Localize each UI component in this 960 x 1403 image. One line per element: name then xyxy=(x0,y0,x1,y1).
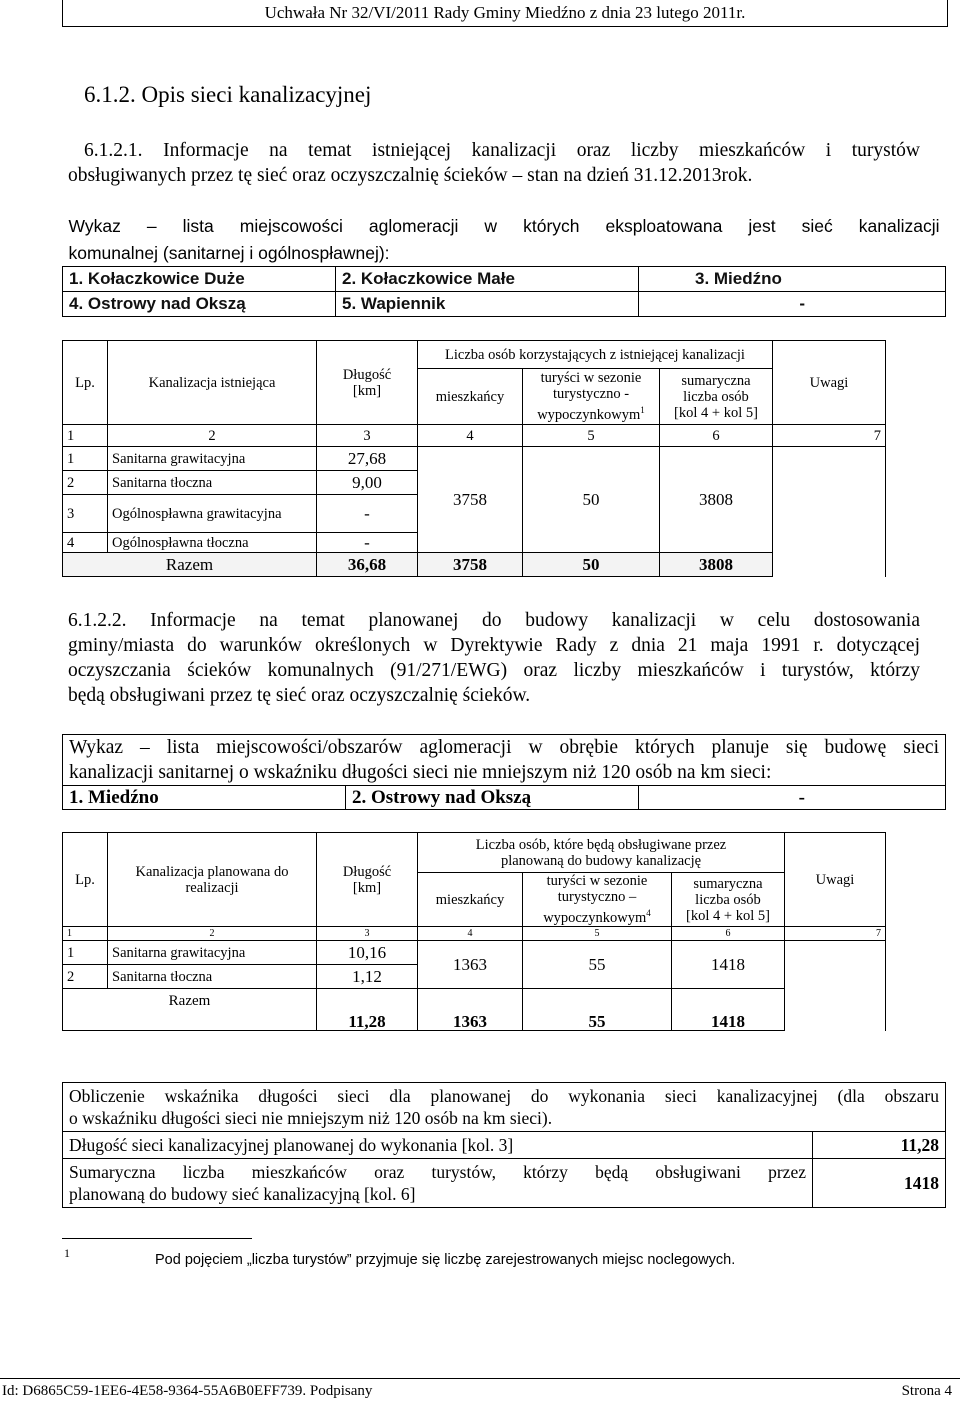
section-6122-line2: gminy/miasta do warunków określonych w Dyrektywie Rady z dnia 21 maja 1991 r. dotyczącej xyxy=(68,635,920,656)
t2-r2-lp: 2 xyxy=(63,965,108,989)
t1-group-sum: 3808 xyxy=(660,447,773,553)
list1-intro-line1: Wykaz – lista miejscowości aglomeracji w których eksploatowana jest sieć kanalizacji xyxy=(68,216,940,236)
t2-r2-name: Sanitarna tłoczna xyxy=(108,965,317,989)
t2-h-lp: Lp. xyxy=(63,833,108,927)
t2-num-5: 5 xyxy=(523,927,672,941)
t1-num-3: 3 xyxy=(317,425,418,447)
t1-r3-name: Ogólnospławna grawitacyjna xyxy=(108,495,317,533)
list2-intro xyxy=(63,735,946,786)
t2-total-sum: 1418 xyxy=(672,989,785,1031)
t2-num-3: 3 xyxy=(317,927,418,941)
t1-total-label: Razem xyxy=(63,553,317,577)
t2-h-uwagi: Uwagi xyxy=(785,833,886,927)
table-row xyxy=(63,941,886,965)
t1-r3-len: - xyxy=(317,495,418,533)
t1-r2-len: 9,00 xyxy=(317,471,418,495)
calc-length-value: 11,28 xyxy=(813,1132,946,1159)
t2-h-sum: sumaryczna liczba osób [kol 4 + kol 5] xyxy=(672,873,785,927)
t2-group-tur: 55 xyxy=(523,941,672,989)
list1-intro xyxy=(63,212,946,267)
t1-h-dl: Długość [km] xyxy=(317,341,418,425)
t1-num-2: 2 xyxy=(108,425,317,447)
t1-num-7: 7 xyxy=(773,425,886,447)
section-6121-text xyxy=(68,138,920,188)
footer-page-number: Strona 4 xyxy=(901,1383,952,1399)
t1-h-uwagi: Uwagi xyxy=(773,341,886,425)
planned-sewer-table xyxy=(62,832,886,1031)
calc-length-label: Długość sieci kanalizacyjnej planowanej do wykonania [kol. 3] xyxy=(63,1132,813,1159)
t1-r2-name: Sanitarna tłoczna xyxy=(108,471,317,495)
t1-total-tur: 50 xyxy=(523,553,660,577)
t1-h-sum: sumaryczna liczba osób [kol 4 + kol 5] xyxy=(660,369,773,425)
location-6: - xyxy=(639,292,946,317)
list1-intro-line2: komunalnej (sanitarnej i ogólnospławnej): xyxy=(68,243,390,263)
location-3: 3. Miedźno xyxy=(639,267,946,292)
t1-uwagi-cell xyxy=(773,447,886,577)
t2-r1-len: 10,16 xyxy=(317,941,418,965)
t2-group-sum: 1418 xyxy=(672,941,785,989)
t1-group-tur: 50 xyxy=(523,447,660,553)
footnote-number: 1 xyxy=(64,1246,70,1260)
t1-num-6: 6 xyxy=(660,425,773,447)
t2-r1-lp: 1 xyxy=(63,941,108,965)
section-6122-line3: oczyszczania ścieków komunalnych (91/271/EWG) oraz liczby mieszkańców i turystów, którzy xyxy=(68,660,920,681)
footnote-separator xyxy=(62,1238,252,1239)
planned-location-3: - xyxy=(639,786,946,810)
t2-h-liczba: Liczba osób, które będą obsługiwane przez planowaną do budowy kanalizację xyxy=(418,833,785,873)
calc-people-value: 1418 xyxy=(813,1159,946,1208)
calc-title-line2: o wskaźniku długości sieci nie mniejszym niż 120 osób na km sieci). xyxy=(69,1108,553,1128)
t2-h-kanal: Kanalizacja planowana do realizacji xyxy=(108,833,317,927)
t1-total-sum: 3808 xyxy=(660,553,773,577)
t1-num-5: 5 xyxy=(523,425,660,447)
calc-title-line1: Obliczenie wskaźnika długości sieci dla planowanej do wykonania sieci kanalizacyjnej (dla obszaru xyxy=(69,1086,939,1106)
t2-h-dl: Długość [km] xyxy=(317,833,418,927)
t1-total-mieszk: 3758 xyxy=(418,553,523,577)
section-6122-line1: 6.1.2.2. Informacje na temat planowanej do budowy kanalizacji w celu dostosowania xyxy=(68,610,920,631)
t2-total-tur: 55 xyxy=(523,989,672,1031)
t2-total-label: Razem xyxy=(63,989,317,1031)
t1-h-liczba: Liczba osób korzystających z istniejącej kanalizacji xyxy=(418,341,773,369)
footer-document-id: Id: D6865C59-1EE6-4E58-9364-55A6B0EFF739. Podpisany xyxy=(2,1383,373,1399)
t1-group-mieszk: 3758 xyxy=(418,447,523,553)
list2-intro-line1: Wykaz – lista miejscowości/obszarów aglomeracji w obrębie których planuje się budowę sieci xyxy=(69,737,939,758)
t2-group-mieszk: 1363 xyxy=(418,941,523,989)
t1-h-kanal: Kanalizacja istniejąca xyxy=(108,341,317,425)
t1-h-tur: turyści w sezonie turystyczno - wypoczynkowym$^1$ xyxy=(523,369,660,425)
footnote-text: Pod pojęciem „liczba turystów” przyjmuje się liczbę zarejestrowanych miejsc noclegowych. xyxy=(155,1252,736,1268)
t1-r1-len: 27,68 xyxy=(317,447,418,471)
t1-r3-lp: 3 xyxy=(63,495,108,533)
network-index-table xyxy=(62,1082,946,1208)
t2-num-1: 1 xyxy=(63,927,108,941)
t1-num-1: 1 xyxy=(63,425,108,447)
t1-num-4: 4 xyxy=(418,425,523,447)
t2-h-mieszk: mieszkańcy xyxy=(418,873,523,927)
footer-separator xyxy=(0,1378,960,1379)
t2-r1-name: Sanitarna grawitacyjna xyxy=(108,941,317,965)
section-6122-text xyxy=(68,608,920,708)
table-row-total xyxy=(63,553,886,577)
t1-r2-lp: 2 xyxy=(63,471,108,495)
t1-r4-name: Ogólnospławna tłoczna xyxy=(108,533,317,553)
t2-uwagi-cell xyxy=(785,941,886,1031)
t2-total-mieszk: 1363 xyxy=(418,989,523,1031)
calc-title xyxy=(63,1083,946,1132)
t1-total-len: 36,68 xyxy=(317,553,418,577)
location-1: 1. Kołaczkowice Duże xyxy=(63,267,336,292)
locations-table-1 xyxy=(62,212,946,317)
t2-r2-len: 1,12 xyxy=(317,965,418,989)
calc-people-label-line1: Sumaryczna liczba mieszkańców oraz turystów, którzy będą obsługiwani przez xyxy=(69,1162,806,1182)
t1-r4-len: - xyxy=(317,533,418,553)
t1-h-mieszk: mieszkańcy xyxy=(418,369,523,425)
location-4: 4. Ostrowy nad Okszą xyxy=(63,292,336,317)
t1-h-lp: Lp. xyxy=(63,341,108,425)
calc-people-label-line2: planowaną do budowy sieć kanalizacyjną [kol. 6] xyxy=(69,1184,416,1204)
table-row xyxy=(63,447,886,471)
t2-num-6: 6 xyxy=(672,927,785,941)
t1-r4-lp: 4 xyxy=(63,533,108,553)
t2-num-4: 4 xyxy=(418,927,523,941)
location-2: 2. Kołaczkowice Małe xyxy=(336,267,639,292)
t2-num-2: 2 xyxy=(108,927,317,941)
t2-total-len: 11,28 xyxy=(317,989,418,1031)
t1-r1-name: Sanitarna grawitacyjna xyxy=(108,447,317,471)
t2-num-7: 7 xyxy=(785,927,886,941)
calc-people-label xyxy=(63,1159,813,1208)
section-6121-line1: 6.1.2.1. Informacje na temat istniejącej kanalizacji oraz liczby mieszkańców i turystów xyxy=(84,140,920,161)
locations-table-2 xyxy=(62,734,946,810)
existing-sewer-table xyxy=(62,340,886,577)
location-5: 5. Wapiennik xyxy=(336,292,639,317)
planned-location-2: 2. Ostrowy nad Okszą xyxy=(346,786,639,810)
list2-intro-line2: kanalizacji sanitarnej o wskaźniku długości sieci nie mniejszym niż 120 osób na km sieci: xyxy=(69,762,772,783)
planned-location-1: 1. Miedźno xyxy=(63,786,346,810)
section-6121-line2: obsługiwanych przez tę sieć oraz oczyszczalnię ścieków – stan na dzień 31.12.2013rok. xyxy=(68,165,753,186)
section-title: 6.1.2. Opis sieci kanalizacyjnej xyxy=(84,82,372,107)
t1-r1-lp: 1 xyxy=(63,447,108,471)
page-header: Uchwała Nr 32/VI/2011 Rady Gminy Miedźno z dnia 23 lutego 2011r. xyxy=(62,0,948,27)
t2-h-tur: turyści w sezonie turystyczno – wypoczynkowym$^4$ xyxy=(523,873,672,927)
table-row-total xyxy=(63,989,886,1031)
section-6122-line4: będą obsługiwani przez tę sieć oraz oczyszczalnię ścieków. xyxy=(68,685,531,706)
